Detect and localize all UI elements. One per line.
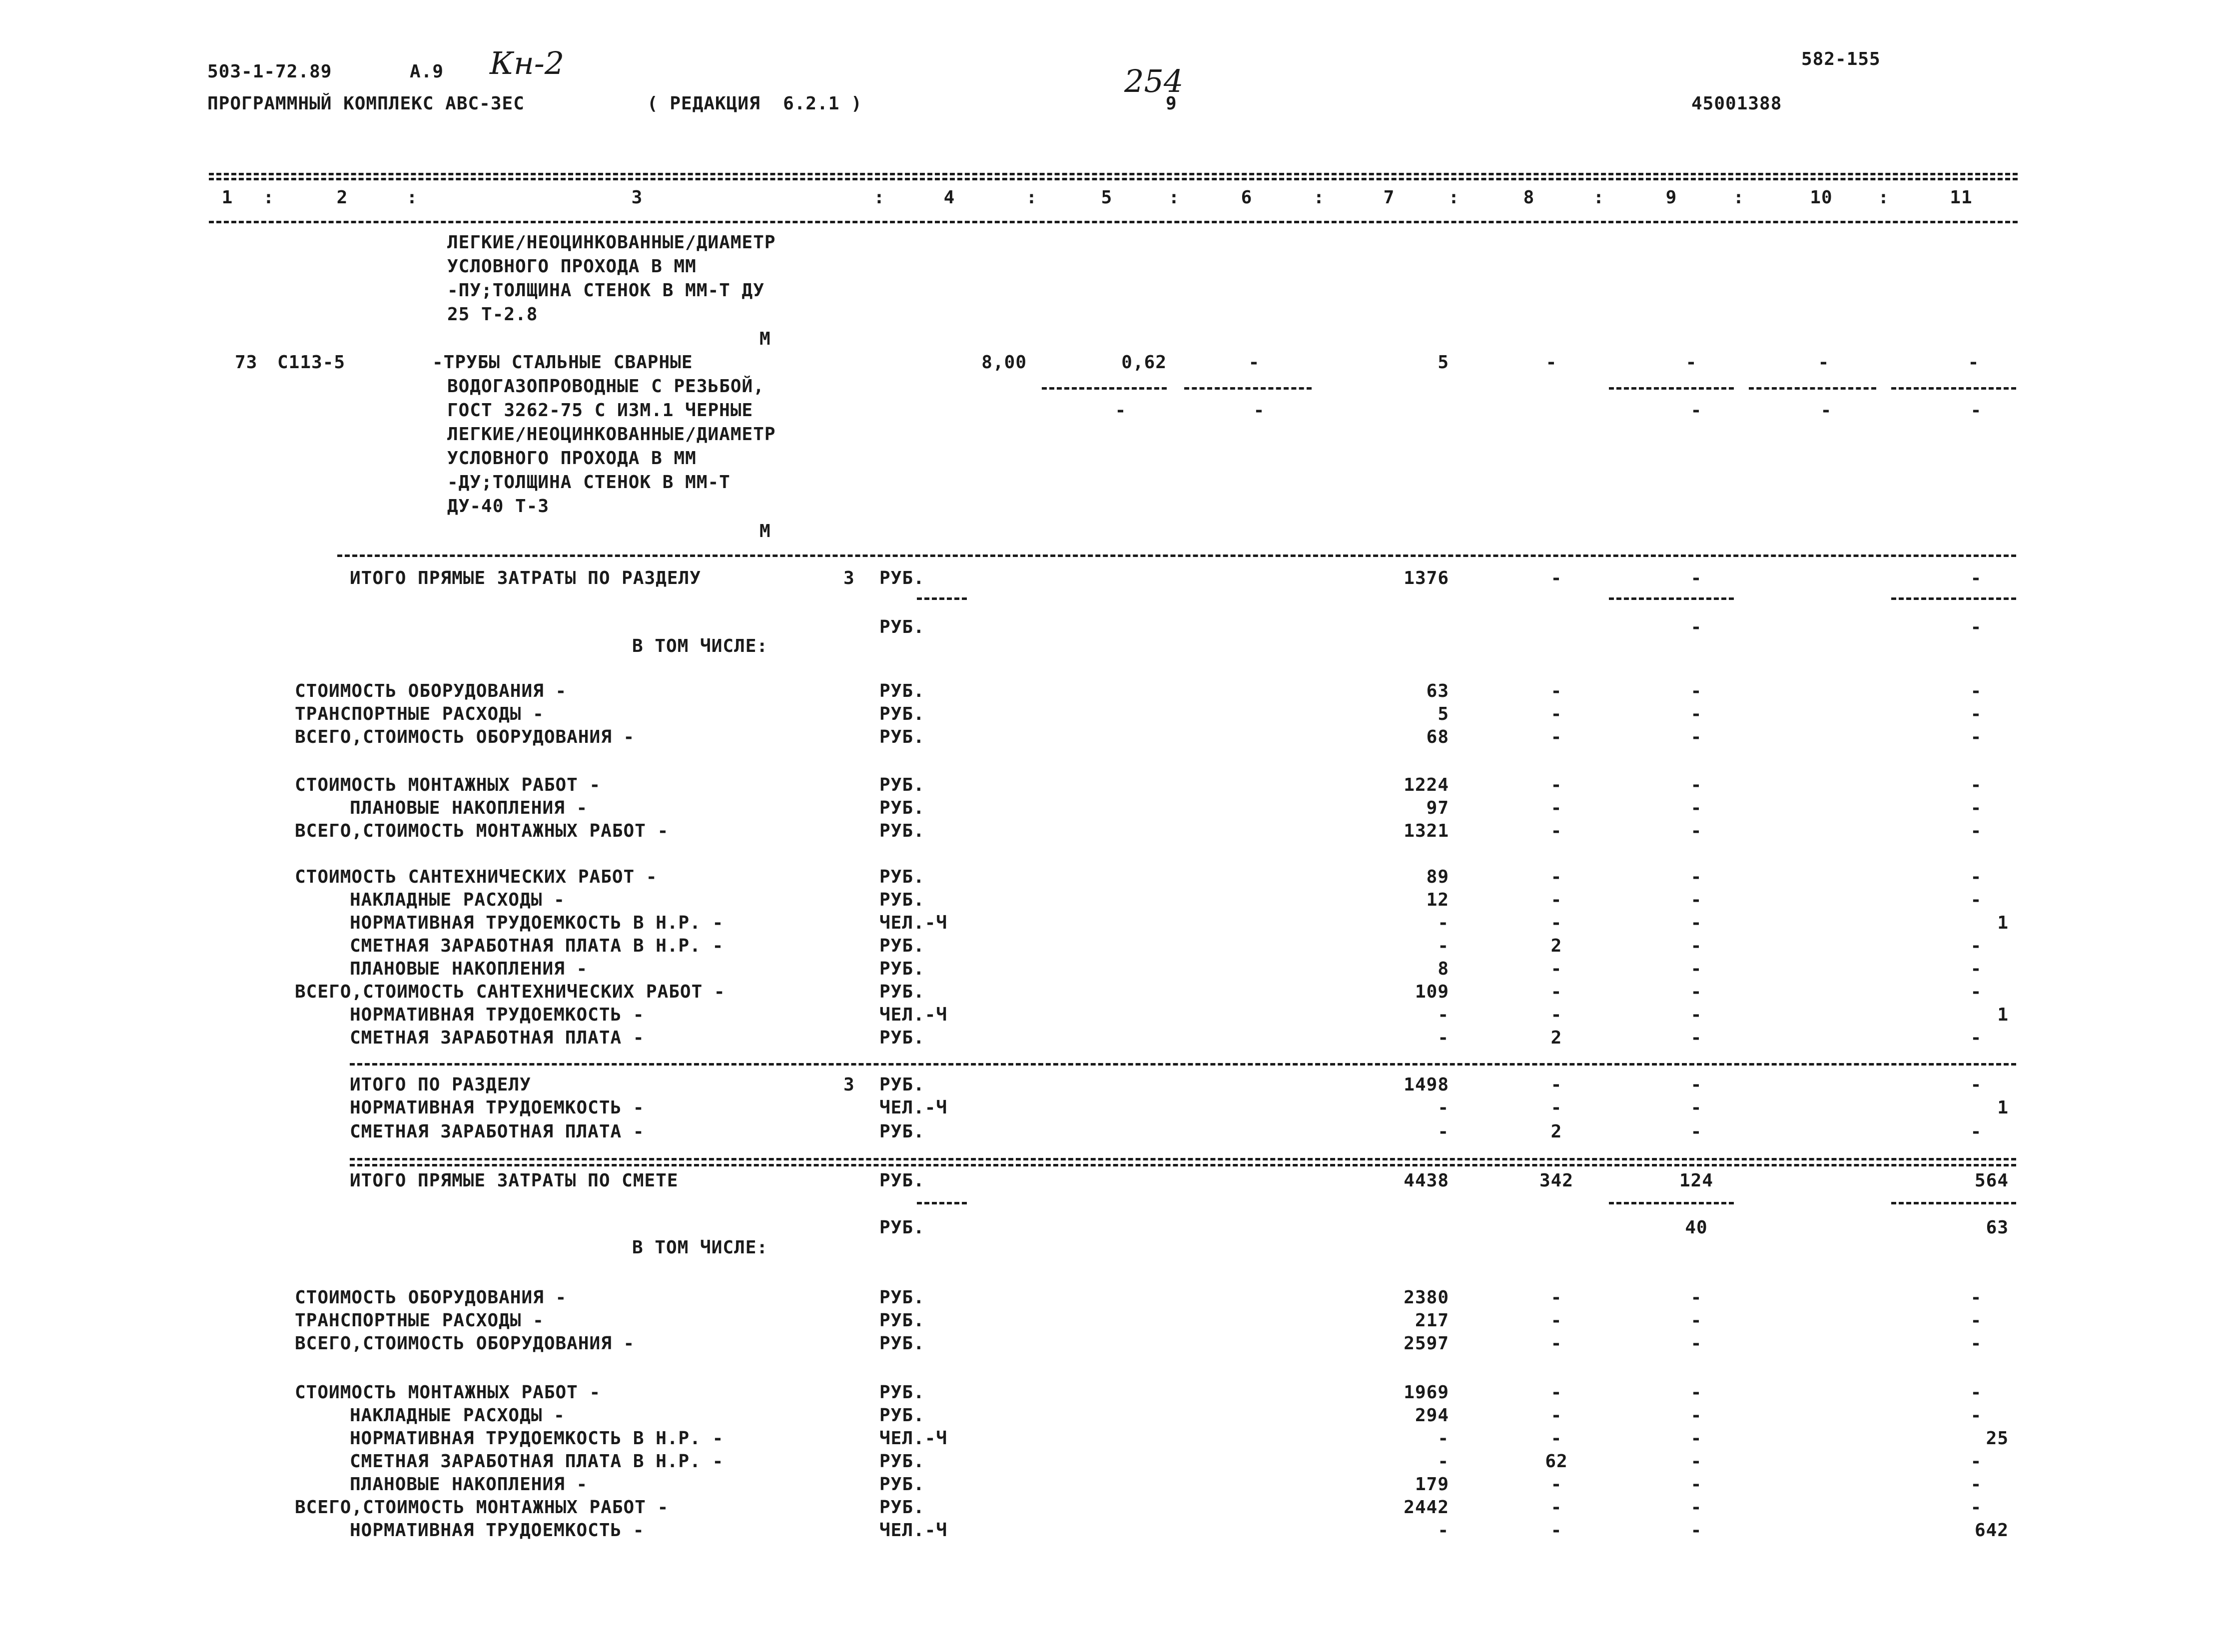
- row-c8: -: [1550, 568, 1562, 588]
- row-c7: 2442: [1404, 1497, 1449, 1518]
- handwritten-mark: Кн-2: [490, 45, 565, 81]
- unit-underline-1: [917, 597, 967, 600]
- row-c11: -: [1970, 617, 1982, 637]
- column-separator: :: [1026, 187, 1038, 208]
- row-unit: ЧЕЛ.-Ч: [879, 1520, 948, 1541]
- row-c11: -: [1970, 1028, 1982, 1048]
- row-label: СТОИМОСТЬ САНТЕХНИЧЕСКИХ РАБОТ -: [295, 867, 658, 887]
- row-unit: РУБ.: [879, 982, 925, 1002]
- item-unit-price: 0,62: [1121, 352, 1167, 373]
- column-header-9: 9: [1665, 187, 1677, 208]
- row-c7: -: [1438, 1121, 1449, 1142]
- item-c6: -: [1248, 352, 1260, 373]
- row-unit: ЧЕЛ.-Ч: [879, 1098, 948, 1118]
- section-rule-3: [350, 1158, 2016, 1160]
- column-header-3: 3: [631, 187, 643, 208]
- row-c7: 2380: [1404, 1287, 1449, 1308]
- item-c9-rule: [1609, 387, 1734, 390]
- row-c11: -: [1970, 1474, 1982, 1495]
- row-unit: РУБ.: [879, 1217, 925, 1238]
- item-c11-sub: -: [1970, 400, 1982, 421]
- row-c11: -: [1970, 867, 1982, 887]
- row-unit: РУБ.: [879, 1497, 925, 1518]
- row-c11: -: [1970, 1333, 1982, 1354]
- row-c8: -: [1550, 798, 1562, 818]
- item-c6-sub: -: [1253, 400, 1265, 421]
- row-c8: -: [1550, 727, 1562, 747]
- row-c11: -: [1970, 936, 1982, 956]
- row-c11: -: [1970, 982, 1982, 1002]
- row-c9: -: [1690, 1428, 1702, 1449]
- row-c11: -: [1970, 890, 1982, 910]
- row-c7: 89: [1426, 867, 1449, 887]
- row-label: СТОИМОСТЬ МОНТАЖНЫХ РАБОТ -: [295, 1382, 601, 1403]
- row-c9: -: [1690, 1005, 1702, 1025]
- description-line: ДУ-40 Т-3: [447, 496, 550, 517]
- column-header-4: 4: [943, 187, 955, 208]
- row-c8: -: [1550, 775, 1562, 795]
- row-c9: -: [1690, 1382, 1702, 1403]
- row-c7: 294: [1415, 1405, 1449, 1426]
- row-c11: -: [1970, 1497, 1982, 1518]
- item-c11: -: [1968, 352, 1980, 373]
- description-line: -ПУ;ТОЛЩИНА СТЕНОК В ММ-Т ДУ: [447, 280, 764, 301]
- row-c8: -: [1550, 1333, 1562, 1354]
- row-c9: -: [1690, 1333, 1702, 1354]
- row-label: ТРАНСПОРТНЫЕ РАСХОДЫ -: [295, 1310, 544, 1331]
- row-c9: -: [1690, 727, 1702, 747]
- row-c8: -: [1550, 959, 1562, 979]
- row-label: В ТОМ ЧИСЛЕ:: [632, 1237, 768, 1258]
- item-quantity: 8,00: [981, 352, 1027, 373]
- row-c7: 63: [1426, 681, 1449, 701]
- row-c8: -: [1550, 704, 1562, 724]
- description-line: ВОДОГАЗОПРОВОДНЫЕ С РЕЗЬБОЙ,: [447, 376, 764, 397]
- row-c9: -: [1690, 1520, 1702, 1541]
- row-c11: 25: [1986, 1428, 2009, 1449]
- row-c7: 12: [1426, 890, 1449, 910]
- row-label: ВСЕГО,СТОИМОСТЬ МОНТАЖНЫХ РАБОТ -: [295, 1497, 669, 1518]
- row-unit: РУБ.: [879, 1121, 925, 1142]
- column-separator: :: [1593, 187, 1605, 208]
- row-label: НАКЛАДНЫЕ РАСХОДЫ -: [350, 1405, 565, 1426]
- section-rule-1: [337, 554, 2016, 557]
- program-title: ПРОГРАММНЫЙ КОМПЛЕКС АВС-3ЕС: [207, 93, 525, 114]
- row-label: НОРМАТИВНАЯ ТРУДОЕМКОСТЬ В Н.Р. -: [350, 1428, 724, 1449]
- item-c9: -: [1685, 352, 1697, 373]
- item-c8: -: [1545, 352, 1557, 373]
- row-unit: РУБ.: [879, 568, 925, 588]
- row-c9: 40: [1685, 1217, 1708, 1238]
- row-c7: 97: [1426, 798, 1449, 818]
- row-label: ВСЕГО,СТОИМОСТЬ САНТЕХНИЧЕСКИХ РАБОТ -: [295, 982, 726, 1002]
- column-header-5: 5: [1101, 187, 1113, 208]
- row-unit: РУБ.: [879, 798, 925, 818]
- row-label: НАКЛАДНЫЕ РАСХОДЫ -: [350, 890, 565, 910]
- row-c11: -: [1970, 798, 1982, 818]
- row-c11: -: [1970, 1382, 1982, 1403]
- row-c7: 217: [1415, 1310, 1449, 1331]
- column-separator: :: [406, 187, 418, 208]
- row-c7: 5: [1438, 704, 1449, 724]
- row-c11: -: [1970, 775, 1982, 795]
- row-c7: 1969: [1404, 1382, 1449, 1403]
- row-c8: 2: [1550, 1121, 1562, 1142]
- row-label: СМЕТНАЯ ЗАРАБОТНАЯ ПЛАТА -: [350, 1121, 645, 1142]
- row-c7: 109: [1415, 982, 1449, 1002]
- column-separator: :: [1313, 187, 1325, 208]
- row-c11: -: [1970, 681, 1982, 701]
- description-line: 25 Т-2.8: [447, 304, 538, 325]
- row-unit: ЧЕЛ.-Ч: [879, 913, 948, 933]
- row-label: ИТОГО ПРЯМЫЕ ЗАТРАТЫ ПО СМЕТЕ: [350, 1170, 679, 1191]
- row-c9: -: [1690, 959, 1702, 979]
- row-c9: -: [1690, 1121, 1702, 1142]
- item-total: 5: [1438, 352, 1449, 373]
- row-c9: 124: [1679, 1170, 1714, 1191]
- row-c9: -: [1690, 867, 1702, 887]
- row-c9: -: [1690, 617, 1702, 637]
- header-top-rule-2: [209, 178, 2018, 180]
- row-c8: -: [1550, 913, 1562, 933]
- row-c11: -: [1970, 821, 1982, 841]
- item-c5-sub: -: [1115, 400, 1127, 421]
- column-header-6: 6: [1241, 187, 1253, 208]
- item-c5-rule: [1042, 387, 1167, 390]
- row-c11: -: [1970, 727, 1982, 747]
- row-label: ИТОГО ПО РАЗДЕЛУ: [350, 1075, 531, 1095]
- row-unit: РУБ.: [879, 1333, 925, 1354]
- row-c8: -: [1550, 1310, 1562, 1331]
- row-section-number: 3: [843, 568, 855, 588]
- row-label: ПЛАНОВЫЕ НАКОПЛЕНИЯ -: [350, 798, 588, 818]
- section-rule-2: [350, 1063, 2016, 1066]
- row-unit: ЧЕЛ.-Ч: [879, 1428, 948, 1449]
- row-label: ИТОГО ПРЯМЫЕ ЗАТРАТЫ ПО РАЗДЕЛУ: [350, 568, 701, 588]
- row-c8: -: [1550, 1075, 1562, 1095]
- row-c9: -: [1690, 1451, 1702, 1472]
- row-c7: -: [1438, 913, 1449, 933]
- row-c7: 1224: [1404, 775, 1449, 795]
- row-label: ВСЕГО,СТОИМОСТЬ МОНТАЖНЫХ РАБОТ -: [295, 821, 669, 841]
- row-unit: РУБ.: [879, 1075, 925, 1095]
- row-label: НОРМАТИВНАЯ ТРУДОЕМКОСТЬ -: [350, 1005, 645, 1025]
- row-c8: 2: [1550, 936, 1562, 956]
- row-unit: РУБ.: [879, 867, 925, 887]
- row-c9: -: [1690, 1075, 1702, 1095]
- row-c8: 342: [1539, 1170, 1574, 1191]
- row-unit: РУБ.: [879, 727, 925, 747]
- row-c8: -: [1550, 1428, 1562, 1449]
- continued-unit: М: [759, 329, 771, 349]
- row-unit: РУБ.: [879, 617, 925, 637]
- row-c8: -: [1550, 1497, 1562, 1518]
- row-label: СМЕТНАЯ ЗАРАБОТНАЯ ПЛАТА -: [350, 1028, 645, 1048]
- item-unit: М: [759, 521, 771, 542]
- row-unit: РУБ.: [879, 1287, 925, 1308]
- row-section-number: 3: [843, 1075, 855, 1095]
- row-c7: 179: [1415, 1474, 1449, 1495]
- row-label: НОРМАТИВНАЯ ТРУДОЕМКОСТЬ -: [350, 1520, 645, 1541]
- row-c8: 62: [1545, 1451, 1568, 1472]
- column-header-10: 10: [1810, 187, 1833, 208]
- description-line: ЛЕГКИЕ/НЕОЦИНКОВАННЫЕ/ДИАМЕТР: [447, 424, 776, 445]
- description-line: ЛЕГКИЕ/НЕОЦИНКОВАННЫЕ/ДИАМЕТР: [447, 232, 776, 253]
- row-c9: -: [1690, 568, 1702, 588]
- item-number: 73: [235, 352, 258, 373]
- row-c9: -: [1690, 890, 1702, 910]
- row-c11: 1: [1997, 913, 2009, 933]
- row-unit: РУБ.: [879, 1451, 925, 1472]
- row-label: ПЛАНОВЫЕ НАКОПЛЕНИЯ -: [350, 959, 588, 979]
- c9-underline-1: [1609, 597, 1734, 600]
- row-unit: РУБ.: [879, 821, 925, 841]
- row-c11: -: [1970, 704, 1982, 724]
- row-c8: -: [1550, 1520, 1562, 1541]
- row-c7: 4438: [1404, 1170, 1449, 1191]
- row-unit: РУБ.: [879, 1474, 925, 1495]
- row-unit: РУБ.: [879, 959, 925, 979]
- sheet-label: А.9: [410, 61, 444, 82]
- row-c8: -: [1550, 1098, 1562, 1118]
- row-unit: РУБ.: [879, 681, 925, 701]
- description-line: УСЛОВНОГО ПРОХОДА В ММ: [447, 256, 697, 277]
- column-separator: :: [1448, 187, 1460, 208]
- row-c9: -: [1690, 982, 1702, 1002]
- handwritten-page-number: 254: [1124, 63, 1184, 99]
- row-label: В ТОМ ЧИСЛЕ:: [632, 636, 768, 656]
- row-c7: 1498: [1404, 1075, 1449, 1095]
- column-separator: :: [1878, 187, 1890, 208]
- row-label: ВСЕГО,СТОИМОСТЬ ОБОРУДОВАНИЯ -: [295, 1333, 635, 1354]
- record-id: 45001388: [1691, 93, 1782, 114]
- description-line: -ТРУБЫ СТАЛЬНЫЕ СВАРНЫЕ: [432, 352, 693, 373]
- row-c7: -: [1438, 1028, 1449, 1048]
- description-line: ГОСТ 3262-75 С ИЗМ.1 ЧЕРНЫЕ: [447, 400, 753, 421]
- column-header-8: 8: [1523, 187, 1535, 208]
- row-c11: 564: [1974, 1170, 2009, 1191]
- row-label: ВСЕГО,СТОИМОСТЬ ОБОРУДОВАНИЯ -: [295, 727, 635, 747]
- row-c7: 68: [1426, 727, 1449, 747]
- item-c10-rule: [1749, 387, 1876, 390]
- row-c8: -: [1550, 681, 1562, 701]
- row-label: СМЕТНАЯ ЗАРАБОТНАЯ ПЛАТА В Н.Р. -: [350, 1451, 724, 1472]
- row-c11: -: [1970, 1287, 1982, 1308]
- row-unit: РУБ.: [879, 890, 925, 910]
- row-c11: -: [1970, 1451, 1982, 1472]
- column-header-7: 7: [1383, 187, 1395, 208]
- column-separator: :: [1168, 187, 1180, 208]
- row-c11: -: [1970, 1405, 1982, 1426]
- row-label: НОРМАТИВНАЯ ТРУДОЕМКОСТЬ В Н.Р. -: [350, 913, 724, 933]
- row-c11: -: [1970, 1075, 1982, 1095]
- row-c11: -: [1970, 1310, 1982, 1331]
- row-c8: -: [1550, 1382, 1562, 1403]
- doc-code: 503-1-72.89: [207, 61, 332, 82]
- row-c8: -: [1550, 982, 1562, 1002]
- column-separator: :: [1733, 187, 1745, 208]
- row-c11: -: [1970, 1121, 1982, 1142]
- row-c8: -: [1550, 1474, 1562, 1495]
- row-c9: -: [1690, 704, 1702, 724]
- row-c9: -: [1690, 821, 1702, 841]
- row-c9: -: [1690, 913, 1702, 933]
- row-c7: -: [1438, 1428, 1449, 1449]
- row-c7: -: [1438, 1451, 1449, 1472]
- row-c9: -: [1690, 1405, 1702, 1426]
- item-code: С113-5: [277, 352, 346, 373]
- row-c9: -: [1690, 775, 1702, 795]
- column-separator: :: [263, 187, 275, 208]
- row-unit: РУБ.: [879, 775, 925, 795]
- c11-underline-2: [1891, 1202, 2016, 1204]
- row-unit: РУБ.: [879, 1310, 925, 1331]
- top-right-code: 582-155: [1801, 49, 1881, 69]
- row-unit: РУБ.: [879, 1028, 925, 1048]
- row-label: СТОИМОСТЬ МОНТАЖНЫХ РАБОТ -: [295, 775, 601, 795]
- description-line: УСЛОВНОГО ПРОХОДА В ММ: [447, 448, 697, 469]
- row-unit: РУБ.: [879, 1405, 925, 1426]
- row-c7: -: [1438, 1005, 1449, 1025]
- row-c8: -: [1550, 867, 1562, 887]
- row-c7: -: [1438, 936, 1449, 956]
- edition: ( РЕДАКЦИЯ 6.2.1 ): [647, 93, 862, 114]
- item-c10-sub: -: [1820, 400, 1832, 421]
- row-c11: 642: [1974, 1520, 2009, 1541]
- row-c9: -: [1690, 936, 1702, 956]
- row-c9: -: [1690, 1310, 1702, 1331]
- unit-underline-2: [917, 1202, 967, 1204]
- row-c9: -: [1690, 1497, 1702, 1518]
- item-c9-sub: -: [1690, 400, 1702, 421]
- row-unit: РУБ.: [879, 1382, 925, 1403]
- row-c11: -: [1970, 959, 1982, 979]
- item-c10: -: [1818, 352, 1830, 373]
- row-c8: -: [1550, 1405, 1562, 1426]
- item-c11-rule: [1891, 387, 2016, 390]
- c9-underline-2: [1609, 1202, 1734, 1204]
- row-c8: -: [1550, 1005, 1562, 1025]
- row-c8: -: [1550, 890, 1562, 910]
- row-label: ПЛАНОВЫЕ НАКОПЛЕНИЯ -: [350, 1474, 588, 1495]
- row-c8: -: [1550, 1287, 1562, 1308]
- c11-underline-1: [1891, 597, 2016, 600]
- column-header-11: 11: [1950, 187, 1973, 208]
- row-unit: РУБ.: [879, 1170, 925, 1191]
- row-c9: -: [1690, 798, 1702, 818]
- header-top-rule: [209, 173, 2018, 175]
- row-label: СМЕТНАЯ ЗАРАБОТНАЯ ПЛАТА В Н.Р. -: [350, 936, 724, 956]
- row-c9: -: [1690, 1028, 1702, 1048]
- row-label: ТРАНСПОРТНЫЕ РАСХОДЫ -: [295, 704, 544, 724]
- row-label: СТОИМОСТЬ ОБОРУДОВАНИЯ -: [295, 681, 567, 701]
- row-c9: -: [1690, 1474, 1702, 1495]
- row-c11: 63: [1986, 1217, 2009, 1238]
- row-c11: 1: [1997, 1098, 2009, 1118]
- row-unit: РУБ.: [879, 936, 925, 956]
- row-c8: 2: [1550, 1028, 1562, 1048]
- row-label: НОРМАТИВНАЯ ТРУДОЕМКОСТЬ -: [350, 1098, 645, 1118]
- row-c7: -: [1438, 1520, 1449, 1541]
- row-c9: -: [1690, 1098, 1702, 1118]
- row-c11: -: [1970, 568, 1982, 588]
- row-c9: -: [1690, 681, 1702, 701]
- item-c6-rule: [1184, 387, 1312, 390]
- column-header-2: 2: [336, 187, 348, 208]
- section-rule-4: [350, 1164, 2016, 1166]
- row-c9: -: [1690, 1287, 1702, 1308]
- row-unit: РУБ.: [879, 704, 925, 724]
- row-label: СТОИМОСТЬ ОБОРУДОВАНИЯ -: [295, 1287, 567, 1308]
- row-unit: ЧЕЛ.-Ч: [879, 1005, 948, 1025]
- row-c11: 1: [1997, 1005, 2009, 1025]
- column-header-1: 1: [221, 187, 233, 208]
- row-c7: 1321: [1404, 821, 1449, 841]
- row-c7: 8: [1438, 959, 1449, 979]
- row-c8: -: [1550, 821, 1562, 841]
- header-bottom-rule: [209, 221, 2018, 223]
- row-c7: 1376: [1404, 568, 1449, 588]
- description-line: -ДУ;ТОЛЩИНА СТЕНОК В ММ-Т: [447, 472, 731, 493]
- row-c7: 2597: [1404, 1333, 1449, 1354]
- page-number: 9: [1166, 93, 1177, 114]
- row-c7: -: [1438, 1098, 1449, 1118]
- column-separator: :: [873, 187, 885, 208]
